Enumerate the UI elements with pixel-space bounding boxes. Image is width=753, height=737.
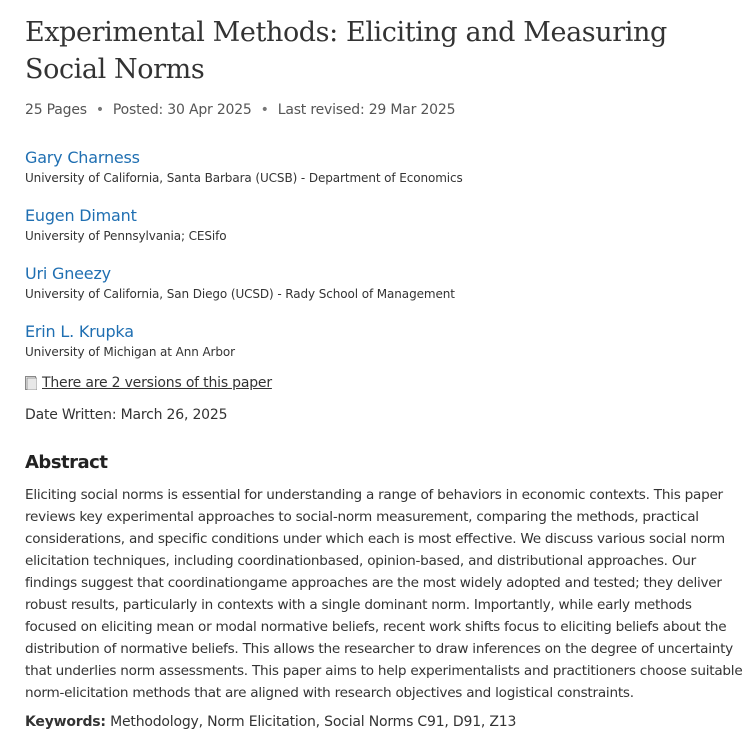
date-written: Date Written: March 26, 2025 [25, 407, 228, 423]
author-affiliation: University of Michigan at Ann Arbor [25, 345, 235, 359]
paper-title: Experimental Methods: Eliciting and Measuring Social Norms [25, 17, 667, 85]
abstract-text: Eliciting social norms is essential for understanding a range of behaviors in economic contexts. This paper reviews key experimental approaches to social-norm measurement, comparing the methods, practical considerations, and specific conditions under which each is most effective. We discuss various social norm elicitation techniques, including coordinationbased, opinion-based, and distributional approaches. Our findings suggest that coordinationgame approaches are the most widely adopted and tested; they deliver robust results, particularly in contexts with a single dominant norm. Importantly, while early methods focused on eliciting mean or modal normative beliefs, recent work shifts focus to eliciting beliefs about the distribution of normative beliefs. This allows the researcher to draw inferences on the degree of uncertainty that underlies norm assessments. This paper aims to help experimentalists and practitioners choose suitable norm-elicitation methods that are aligned with research objectives and logistical constraints. [25, 487, 743, 701]
paper-meta [25, 102, 455, 118]
author-block [25, 264, 455, 302]
author-affiliation: University of Pennsylvania; CESifo [25, 229, 227, 243]
versions-link[interactable]: There are 2 versions of this paper [42, 375, 272, 391]
author-block [25, 148, 463, 186]
keywords-value: Methodology, Norm Elicitation, Social Norms C91, D91, Z13 [110, 714, 517, 730]
document-icon [25, 376, 37, 390]
author-affiliation: University of California, San Diego (UCSD) - Rady School of Management [25, 287, 455, 301]
abstract-heading: Abstract [25, 452, 108, 473]
keywords-label: Keywords: [25, 714, 106, 730]
keywords-row [25, 714, 516, 730]
author-name-link[interactable]: Gary Charness [25, 148, 140, 167]
author-affiliation: University of California, Santa Barbara (UCSB) - Department of Economics [25, 171, 463, 185]
separator-dot: • [95, 102, 104, 118]
page-count: 25 Pages [25, 102, 87, 118]
author-name-link[interactable]: Uri Gneezy [25, 264, 111, 283]
author-name-link[interactable]: Erin L. Krupka [25, 322, 134, 341]
author-block [25, 322, 235, 360]
separator-dot: • [260, 102, 269, 118]
posted-date: Posted: 30 Apr 2025 [112, 102, 252, 118]
versions-row [25, 375, 272, 391]
author-name-link[interactable]: Eugen Dimant [25, 206, 137, 225]
last-revised-date: Last revised: 29 Mar 2025 [277, 102, 456, 118]
author-block [25, 206, 227, 244]
